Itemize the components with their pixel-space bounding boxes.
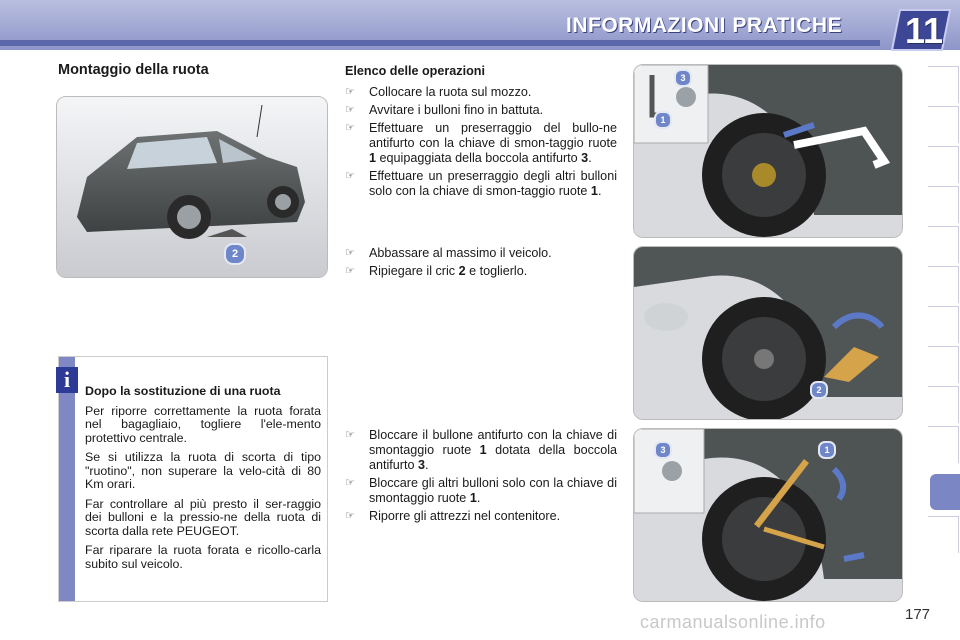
hand-pointer-icon: ☞ bbox=[345, 510, 355, 522]
bolt-tightening-illustration bbox=[633, 428, 903, 602]
list-item: ☞ Effettuare un preserraggio del bullo-ne antifurto con la chiave di smon-taggio ruote 1 equipaggiata della boccola antifurto 3. bbox=[345, 121, 617, 165]
chapter-tab[interactable] bbox=[928, 106, 959, 143]
chapter-tab[interactable] bbox=[928, 186, 959, 223]
operations-list-2 bbox=[345, 246, 617, 282]
hand-pointer-icon: ☞ bbox=[345, 265, 355, 277]
info-paragraph: Far riparare la ruota forata e ricollo-carla subito sul veicolo. bbox=[85, 543, 321, 571]
operations-list-1 bbox=[345, 64, 617, 202]
hand-pointer-icon: ☞ bbox=[345, 477, 355, 489]
hand-pointer-icon: ☞ bbox=[345, 429, 355, 441]
chapter-tab[interactable] bbox=[928, 266, 959, 303]
list-item: ☞ Bloccare gli altri bulloni solo con la chiave di smontaggio ruote 1. bbox=[345, 476, 617, 505]
info-icon: i bbox=[56, 367, 78, 393]
callout-badge: 2 bbox=[224, 243, 246, 265]
header-rule bbox=[0, 40, 880, 46]
hand-pointer-icon: ☞ bbox=[345, 170, 355, 182]
chapter-tab[interactable] bbox=[928, 66, 959, 103]
info-paragraph: Far controllare al più presto il ser-raggio dei bulloni e la pressio-ne della ruota di scorta dalla rete PEUGEOT. bbox=[85, 496, 321, 538]
hand-pointer-icon: ☞ bbox=[345, 247, 355, 259]
info-box bbox=[58, 356, 328, 602]
callout-badge: 2 bbox=[810, 381, 828, 399]
info-paragraph: Se si utilizza la ruota di scorta di tipo "ruotino", non superare la velo-cità di 80 Km orari. bbox=[85, 450, 321, 491]
chapter-tab[interactable] bbox=[928, 226, 959, 263]
operations-heading: Elenco delle operazioni bbox=[345, 64, 485, 78]
info-bar bbox=[59, 357, 75, 601]
callout-badge: 3 bbox=[654, 441, 672, 459]
operations-list-3 bbox=[345, 428, 617, 527]
callout-badge: 1 bbox=[818, 441, 836, 459]
list-item: ☞ Bloccare il bullone antifurto con la chiave di smontaggio ruote 1 dotata della boccola antifurto 3. bbox=[345, 428, 617, 472]
list-item: ☞ Avvitare i bulloni fino in battuta. bbox=[345, 103, 544, 117]
chapter-tab[interactable] bbox=[928, 306, 959, 343]
chapter-tab[interactable] bbox=[928, 386, 959, 423]
section-title: Montaggio della ruota bbox=[58, 62, 209, 78]
watermark: carmanualsonline.info bbox=[640, 612, 826, 632]
list-item: ☞ Collocare la ruota sul mozzo. bbox=[345, 85, 532, 99]
chapter-tab[interactable] bbox=[928, 426, 959, 463]
hand-pointer-icon: ☞ bbox=[345, 104, 355, 116]
hand-pointer-icon: ☞ bbox=[345, 122, 355, 134]
wheel-fitting-illustration bbox=[633, 64, 903, 238]
jack-lowering-illustration bbox=[633, 246, 903, 420]
chapter-tab[interactable] bbox=[928, 516, 959, 553]
chapter-tab[interactable] bbox=[928, 346, 959, 383]
list-item: ☞ Effettuare un preserraggio degli altri bulloni solo con la chiave di smon-taggio ruote 1. bbox=[345, 169, 617, 198]
chapter-number: 11 bbox=[904, 10, 944, 51]
chapter-tab[interactable] bbox=[928, 146, 959, 183]
list-item: ☞ Ripiegare il cric 2 e toglierlo. bbox=[345, 264, 528, 278]
page-title: INFORMAZIONI PRATICHE bbox=[566, 14, 843, 37]
chapter-tab-active[interactable] bbox=[930, 474, 960, 510]
callout-badge: 1 bbox=[654, 111, 672, 129]
info-paragraph: Per riporre correttamente la ruota forata nel bagagliaio, togliere l'ele-mento protettivo centrale. bbox=[85, 403, 321, 445]
hand-pointer-icon: ☞ bbox=[345, 86, 355, 98]
info-title: Dopo la sostituzione di una ruota bbox=[85, 384, 281, 398]
callout-badge: 3 bbox=[674, 69, 692, 87]
list-item: ☞ Riporre gli attrezzi nel contenitore. bbox=[345, 509, 561, 523]
page-number: 177 bbox=[905, 606, 931, 623]
list-item: ☞ Abbassare al massimo il veicolo. bbox=[345, 246, 552, 260]
car-on-jack-illustration bbox=[56, 96, 328, 278]
